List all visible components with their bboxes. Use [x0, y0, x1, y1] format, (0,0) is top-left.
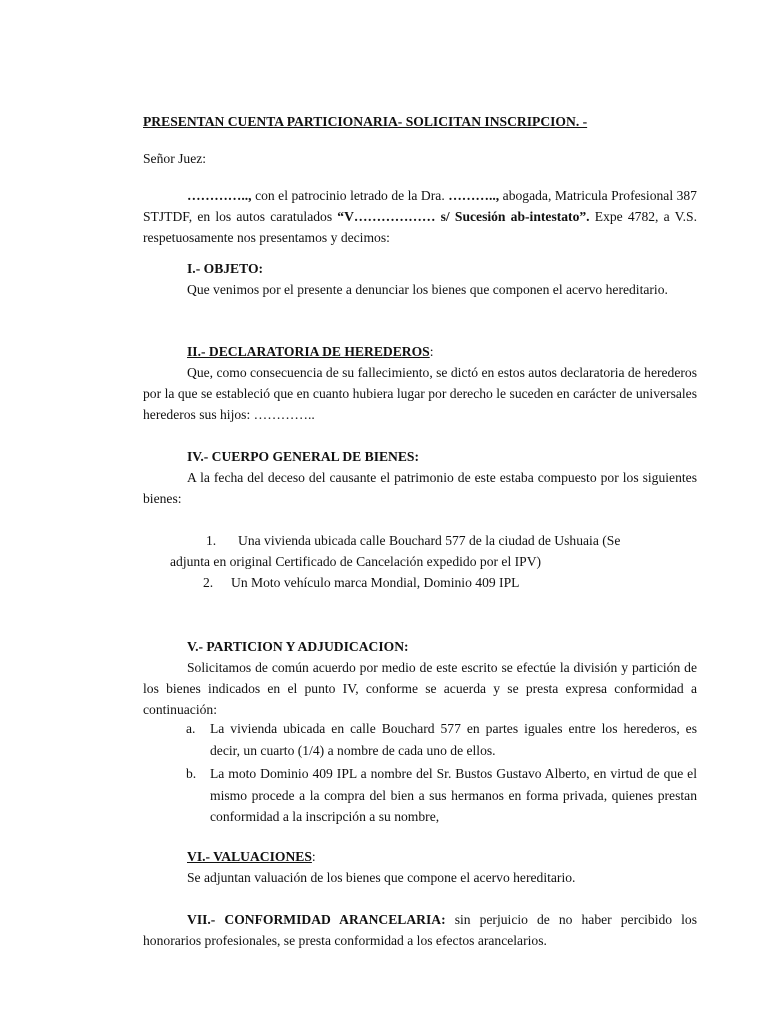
bienes-item-1-line1-wrap — [170, 530, 697, 551]
section-declaratoria-heading-text: II.- DECLARATORIA DE HEREDEROS — [187, 344, 430, 359]
section-objeto-heading — [143, 258, 741, 279]
particion-item-b-text: La moto Dominio 409 IPL a nombre del Sr. Bustos Gustavo Alberto, en virtud de que el mismo procede a la compra del bien a sus hermanos en forma privada, quienes prestan conformidad a la inscripción a su nombre, — [210, 766, 697, 824]
intro-paragraph — [143, 185, 697, 248]
intro-case-caption: “V……………… s/ Sucesión ab-intestato”. — [337, 209, 590, 224]
section-valuaciones-body: Se adjuntan valuación de los bienes que compone el acervo hereditario. — [187, 870, 576, 885]
list-marker: 2. — [203, 575, 214, 590]
bienes-item-2-text: Un Moto vehículo marca Mondial, Dominio 409 IPL — [231, 575, 520, 590]
intro-text-1: con el patrocinio letrado de la Dra. — [251, 188, 449, 203]
section-arancelaria-paragraph — [143, 909, 697, 951]
section-objeto-heading-text: I.- OBJETO: — [187, 261, 264, 276]
intro-text-2: abogada, Matricula Profesional 387 STJTDF, en los autos caratulados — [143, 188, 697, 224]
section-valuaciones-heading — [143, 846, 741, 867]
section-declaratoria-body: Que, como consecuencia de su fallecimiento, se dictó en estos autos declaratoria de herederos por la que se estableció que en cuanto hubiera lugar por derecho le suceden en carácter de universales herederos sus hijos: ………….. — [143, 365, 697, 422]
section-particion-body: Solicitamos de común acuerdo por medio de este escrito se efectúe la división y partición de los bienes indicados en el punto IV, conforme se acuerda y se presta expresa conformidad a continuación: — [143, 660, 697, 717]
intro-placeholder-lawyer: ……….., — [448, 188, 500, 203]
particion-list-item — [186, 763, 697, 828]
section-bienes-body: A la fecha del deceso del causante el patrimonio de este estaba compuesto por los siguientes bienes: — [143, 470, 697, 506]
bienes-item-1-line1: Una vivienda ubicada calle Bouchard 577 de la ciudad de Ushuaia (Se — [238, 533, 621, 548]
section-valuaciones-heading-text: VI.- VALUACIONES — [187, 849, 312, 864]
intro-placeholder-parties: ………….., — [187, 188, 252, 203]
section-bienes-heading — [143, 446, 741, 467]
section-valuaciones-heading-suffix: : — [311, 849, 316, 864]
section-particion-heading-text: V.- PARTICION Y ADJUDICACION: — [187, 639, 409, 654]
particion-list-item — [186, 718, 697, 761]
section-declaratoria-heading — [143, 341, 741, 362]
particion-item-a-text: La vivienda ubicada en calle Bouchard 577 en partes iguales entre los herederos, es decir, un cuarto (1/4) a nombre de cada uno de ellos. — [210, 721, 697, 758]
salutation: Señor Juez: — [143, 151, 207, 166]
document-title: PRESENTAN CUENTA PARTICIONARIA- SOLICITAN INSCRIPCION. - — [143, 114, 588, 129]
section-declaratoria-heading-suffix: : — [429, 344, 434, 359]
bienes-list-item — [170, 530, 697, 572]
bienes-item-1-line2: adjunta en original Certificado de Cancelación expedido por el IPV) — [170, 554, 542, 569]
section-arancelaria-body: sin perjuicio de no haber percibido los honorarios profesionales, se presta conformidad a los efectos arancelarios. — [143, 912, 697, 948]
section-objeto-body: Que venimos por el presente a denunciar los bienes que componen el acervo hereditario. — [187, 282, 668, 297]
bienes-list-item — [170, 572, 697, 593]
section-arancelaria-heading: VII.- CONFORMIDAD ARANCELARIA: — [187, 912, 446, 927]
list-marker: b. — [186, 766, 197, 781]
section-bienes-heading-text: IV.- CUERPO GENERAL DE BIENES: — [187, 449, 420, 464]
list-marker: 1. — [206, 533, 217, 548]
intro-text-3: Expe 4782, a V.S. respetuosamente nos presentamos y decimos: — [143, 209, 698, 245]
list-marker: a. — [186, 721, 196, 736]
bienes-item-2-wrap — [170, 572, 697, 593]
section-particion-heading — [143, 636, 741, 657]
